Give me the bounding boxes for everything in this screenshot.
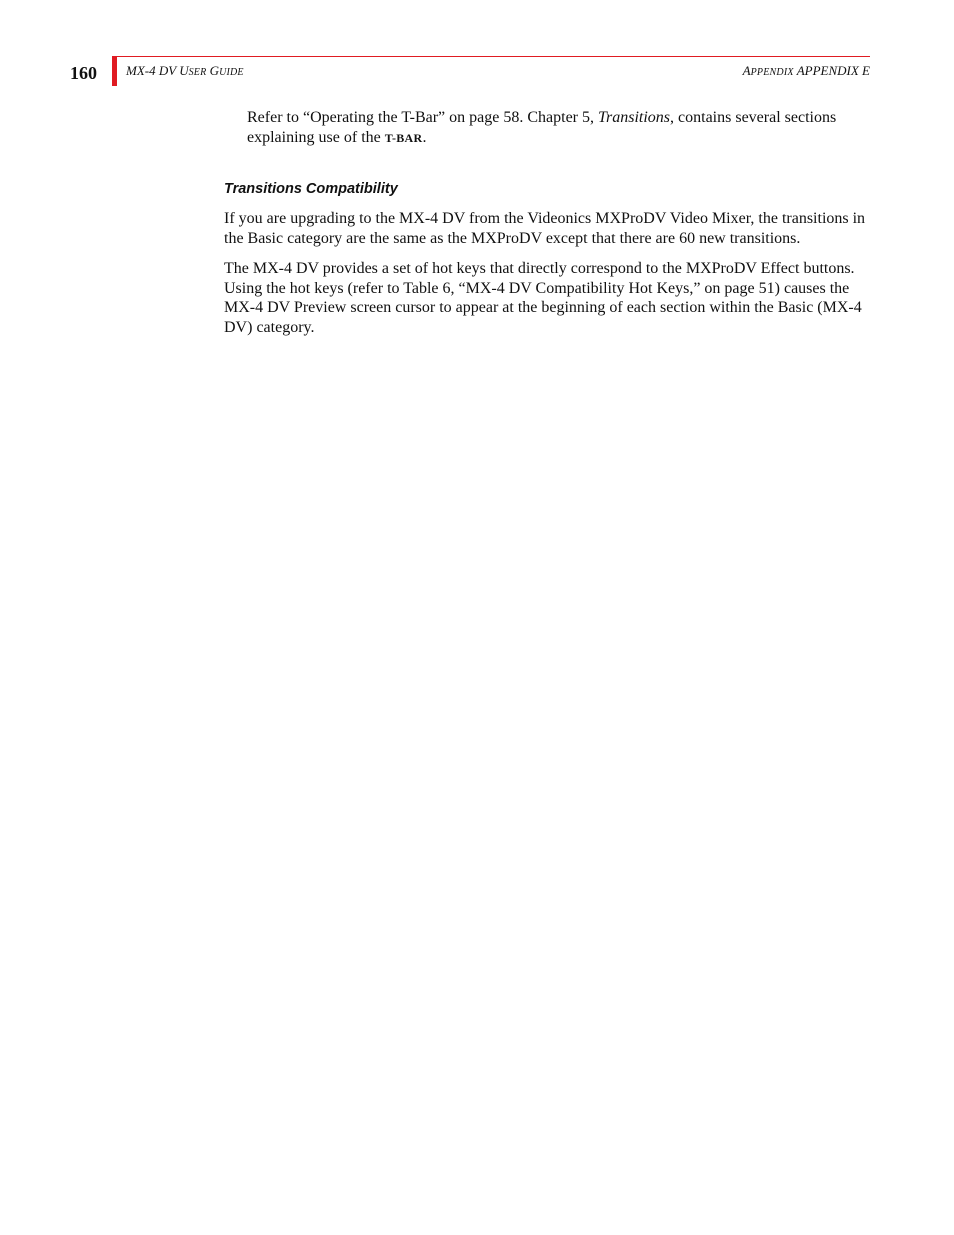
- running-header-left-smallcaps-2: UIDE: [219, 67, 244, 78]
- running-header-left-smallcaps-1: SER: [188, 67, 207, 78]
- section-paragraph-2: The MX-4 DV provides a set of hot keys that directly correspond to the MXProDV Effect buttons. Using the hot keys (refer to Table 6, “MX-4 DV Compatibility Hot Keys,” on page 51) causes the MX-4 DV Preview screen cursor to appear at the beginning of each section within the Basic (MX-4 DV) category.: [224, 260, 862, 336]
- page-number: 160: [70, 63, 97, 83]
- running-header-right-rest: APPENDIX E: [793, 63, 870, 78]
- intro-text-3: .: [422, 128, 427, 146]
- running-header-left-part1: MX-4 DV U: [126, 63, 189, 78]
- intro-paragraph: [247, 108, 872, 148]
- intro-italic-transitions: Transitions: [598, 109, 671, 126]
- t-bar-label: T-BAR: [384, 130, 423, 145]
- section-heading: Transitions Compatibility: [224, 181, 398, 197]
- running-header-right-initial: A: [742, 63, 751, 78]
- running-header-right-smallcaps: PPENDIX: [750, 67, 794, 78]
- intro-text-2: , contains several sections explaining use of the: [247, 109, 837, 146]
- section-paragraph-1: If you are upgrading to the MX-4 DV from the Videonics MXProDV Video Mixer, the transitions in the Basic category are the same as the MXProDV except that there are 60 new transitions.: [224, 210, 866, 247]
- header-rule: [117, 56, 870, 57]
- running-header-left: [126, 63, 244, 81]
- running-header-left-part2: G: [206, 63, 220, 78]
- running-header-right: [743, 63, 870, 81]
- header-accent-bar: [112, 56, 117, 86]
- intro-text-1: Refer to “Operating the T-Bar” on page 58. Chapter 5,: [247, 109, 598, 126]
